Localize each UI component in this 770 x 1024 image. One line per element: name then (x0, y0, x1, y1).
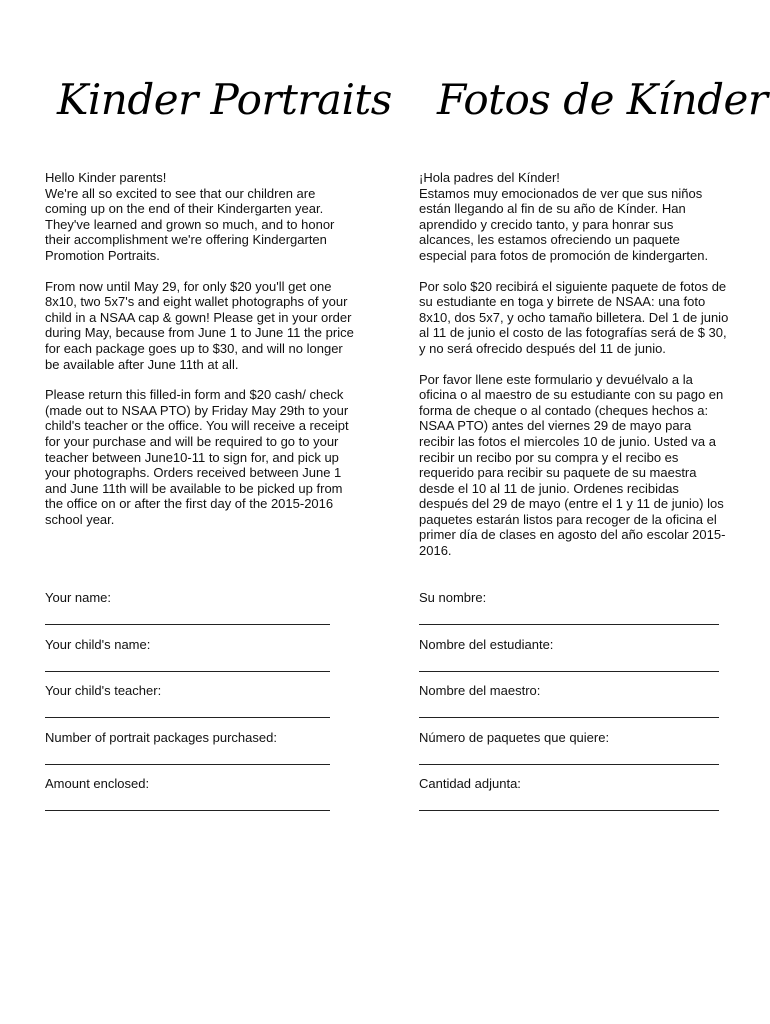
english-instructions: Please return this filled-in form and $20 cash/ check (made out to NSAA PTO) by Friday May 29th to your child's teacher or the office. You will receive a receipt for your purchase and will be required to go to your teacher between June10-11 to sign for, and pick up your photographs. Orders received between June 1 and June 11th will be available to be picked up from the office on or after the first day of the 2015-2016 school year. (45, 387, 349, 527)
english-field-child-name[interactable] (45, 637, 345, 684)
spanish-field-name[interactable] (419, 590, 729, 637)
field-label: Your name: (45, 590, 112, 605)
field-blank-line[interactable] (45, 717, 330, 718)
english-intro-block (45, 170, 355, 264)
field-label: Nombre del maestro: (419, 683, 541, 698)
english-offer: From now until May 29, for only $20 you'll get one 8x10, two 5x7's and eight wallet photographs of your child in a NSAA cap & gown! Please get in your order during May, because from June 1 to June 11 the price for each package goes up to $30, and will no longer be available after June 11th at all. (45, 278, 354, 372)
field-blank-line[interactable] (45, 671, 330, 672)
english-order-form (45, 590, 345, 823)
english-title: Kinder Portraits (57, 75, 392, 124)
field-blank-line[interactable] (45, 764, 330, 765)
field-blank-line[interactable] (45, 810, 330, 811)
spanish-intro: Estamos muy emocionados de ver que sus niños están llegando al fin de su año de Kínder. Han aprendido y crecido tanto, y para honrar sus alcances, les estamos ofreciendo un paquete especial para fotos de promoción de kindergarten. (419, 185, 709, 263)
field-blank-line[interactable] (419, 624, 719, 625)
field-label: Número de paquetes que quiere: (419, 729, 610, 745)
spanish-title: Fotos de Kínder (437, 75, 768, 124)
spanish-column (419, 70, 768, 574)
spanish-field-packages[interactable] (419, 730, 729, 777)
english-greeting: Hello Kinder parents! (45, 170, 167, 185)
field-label: Su nombre: (419, 590, 487, 605)
english-field-child-teacher[interactable] (45, 683, 345, 730)
field-blank-line[interactable] (45, 624, 330, 625)
english-column (45, 70, 392, 542)
field-blank-line[interactable] (419, 717, 719, 718)
spanish-field-teacher[interactable] (419, 683, 729, 730)
field-label: Your child's teacher: (45, 683, 162, 698)
spanish-offer: Por solo $20 recibirá el siguiente paquete de fotos de su estudiante en toga y birrete de NSAA: una foto 8x10, dos 5x7, y ocho tamaño billetera. Del 1 de junio al 11 de junio el costo de las fotografías será de $ 30, y no será ofrecido después del 11 de junio. (419, 278, 729, 356)
english-intro: We're all so excited to see that our children are coming up on the end of their Kindergarten year. They've learned and grown so much, and to honor their accomplishment we're offering Kindergarten Promotion Portraits. (45, 185, 335, 263)
spanish-field-student-name[interactable] (419, 637, 729, 684)
field-label: Your child's name: (45, 636, 151, 652)
spanish-field-amount[interactable] (419, 776, 729, 823)
spanish-intro-block (419, 170, 729, 264)
field-label: Amount enclosed: (45, 776, 150, 791)
spanish-order-form (419, 590, 729, 823)
english-field-packages[interactable] (45, 730, 345, 777)
field-blank-line[interactable] (419, 764, 719, 765)
english-field-amount[interactable] (45, 776, 345, 823)
spanish-instructions: Por favor llene este formulario y devuélvalo a la oficina o al maestro de su estudiante con su pago en forma de cheque o al contado (cheques hechos a: NSAA PTO) antes del viernes 29 de mayo para recibir las fotos el miercoles 10 de junio. Usted va a recibir un recibo por su compra y el recibo es requerido para recibir su paquete de su maestra desde el 10 al 11 de junio. Ordenes recibidas después del 29 de mayo (entre el 1 y 11 de junio) los paquetes estarán listos para recoger de la oficina el primer día de clases en agosto del año escolar 2015-2016. (419, 371, 726, 559)
field-blank-line[interactable] (419, 671, 719, 672)
field-label: Cantidad adjunta: (419, 776, 521, 791)
field-label: Nombre del estudiante: (419, 636, 554, 652)
english-field-name[interactable] (45, 590, 345, 637)
field-blank-line[interactable] (419, 810, 719, 811)
field-label: Number of portrait packages purchased: (45, 729, 277, 745)
spanish-greeting: ¡Hola padres del Kínder! (419, 170, 560, 185)
